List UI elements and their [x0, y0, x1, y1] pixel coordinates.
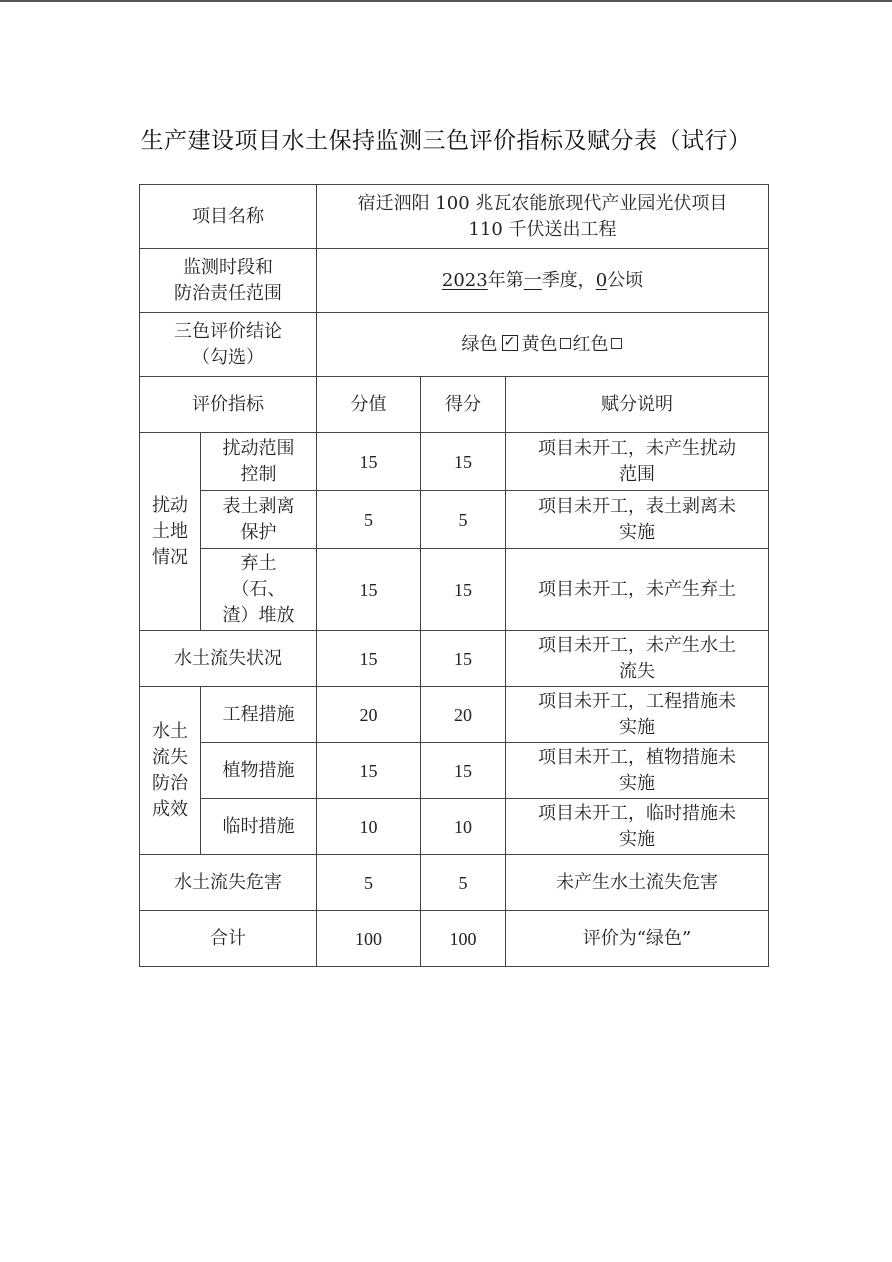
row-score: 5 — [421, 491, 506, 549]
table-row — [140, 549, 769, 631]
table-row — [140, 855, 769, 911]
row-note-line: 项目未开工，临时措施未 — [538, 802, 736, 824]
group1-label-line: 扰动 — [152, 494, 188, 516]
group2-label-line: 成效 — [152, 798, 188, 820]
row-note — [506, 743, 769, 799]
row-score: 15 — [421, 549, 506, 631]
group2-label — [140, 687, 201, 855]
row-note-line: 项目未开工，植物措施未 — [538, 746, 736, 768]
row-value: 15 — [317, 433, 421, 491]
row-score: 15 — [421, 433, 506, 491]
table-row — [140, 687, 769, 743]
period-area: 0 — [595, 269, 608, 291]
period-text3: 公顷 — [607, 269, 644, 291]
row-note-line: 项目未开工，未产生水土 — [538, 634, 736, 656]
conclusion-label-line1: 三色评价结论 — [174, 320, 282, 342]
page-title: 生产建设项目水土保持监测三色评价指标及赋分表（试行） — [140, 128, 752, 154]
total-value: 100 — [317, 911, 421, 967]
row-note — [506, 433, 769, 491]
header-score-value: 分值 — [317, 377, 421, 433]
header-indicator: 评价指标 — [140, 377, 317, 433]
conclusion-label — [140, 313, 317, 377]
row-conclusion — [140, 313, 769, 377]
project-name-label: 项目名称 — [140, 185, 317, 249]
row-score: 15 — [421, 743, 506, 799]
row-score: 20 — [421, 687, 506, 743]
conclusion-options — [317, 313, 769, 377]
row-name-line: 保护 — [240, 521, 277, 543]
row-value: 5 — [317, 855, 421, 911]
project-name-line2: 110 千伏送出工程 — [468, 218, 617, 240]
yellow-option-label: 黄色 — [521, 333, 558, 355]
conclusion-label-line2: （勾选） — [192, 346, 264, 368]
row-value: 15 — [317, 631, 421, 687]
row-note-line: 实施 — [619, 828, 655, 850]
row-value: 5 — [317, 491, 421, 549]
row-value: 15 — [317, 743, 421, 799]
row-score: 5 — [421, 855, 506, 911]
group2-label-line: 防治 — [152, 772, 188, 794]
row-note-line: 项目未开工，未产生弃土 — [538, 578, 736, 600]
table-row — [140, 743, 769, 799]
group2-label-line: 流失 — [152, 746, 188, 768]
period-value — [317, 249, 769, 313]
table-row — [140, 631, 769, 687]
row-note-line: 范围 — [619, 463, 655, 485]
row-score: 10 — [421, 799, 506, 855]
row-name-line: 弃土 — [240, 552, 277, 574]
row-value: 10 — [317, 799, 421, 855]
header-score-got: 得分 — [421, 377, 506, 433]
row-name: 临时措施 — [201, 799, 317, 855]
row-name: 水土流失危害 — [140, 855, 317, 911]
group1-label — [140, 433, 201, 631]
row-name: 植物措施 — [201, 743, 317, 799]
row-name — [201, 549, 317, 631]
row-name — [201, 433, 317, 491]
row-name-line: 控制 — [240, 463, 277, 485]
row-score: 15 — [421, 631, 506, 687]
period-year: 2023 — [441, 269, 488, 291]
yellow-checkbox-icon[interactable] — [560, 338, 571, 349]
green-option-label: 绿色 — [461, 333, 498, 355]
row-note — [506, 687, 769, 743]
row-name-line: 渣）堆放 — [222, 604, 295, 626]
group1-label-line: 土地 — [152, 520, 188, 542]
row-name-line: 扰动范围 — [222, 437, 295, 459]
row-project-name — [140, 185, 769, 249]
row-note-line: 实施 — [619, 521, 655, 543]
total-note: 评价为“绿色” — [506, 911, 769, 967]
red-option-label: 红色 — [572, 333, 609, 355]
row-note-line: 项目未开工，未产生扰动 — [538, 437, 736, 459]
evaluation-table — [139, 184, 769, 967]
header-note: 赋分说明 — [506, 377, 769, 433]
row-name-line: （石、 — [231, 578, 286, 600]
project-name-value — [317, 185, 769, 249]
row-note — [506, 491, 769, 549]
table-row — [140, 491, 769, 549]
row-note — [506, 799, 769, 855]
period-label-line2: 防治责任范围 — [174, 282, 282, 304]
row-note — [506, 549, 769, 631]
row-period — [140, 249, 769, 313]
group1-label-line: 情况 — [152, 546, 188, 568]
period-quarter: 一 — [523, 269, 542, 291]
row-headers — [140, 377, 769, 433]
period-text2: 季度， — [541, 269, 596, 291]
row-note: 未产生水土流失危害 — [506, 855, 769, 911]
row-note-line: 项目未开工，表土剥离未 — [538, 495, 736, 517]
total-label: 合计 — [140, 911, 317, 967]
row-name: 水土流失状况 — [140, 631, 317, 687]
project-name-line1: 宿迁泗阳 100 兆瓦农能旅现代产业园光伏项目 — [357, 192, 728, 214]
row-name: 工程措施 — [201, 687, 317, 743]
row-note-line: 项目未开工，工程措施未 — [538, 690, 736, 712]
row-note — [506, 631, 769, 687]
table-row — [140, 433, 769, 491]
row-note-line: 实施 — [619, 716, 655, 738]
row-value: 15 — [317, 549, 421, 631]
period-label-line1: 监测时段和 — [183, 256, 273, 278]
total-score: 100 — [421, 911, 506, 967]
group2-label-line: 水土 — [152, 720, 188, 742]
page-top-border — [0, 0, 892, 2]
period-text1: 年第 — [487, 269, 524, 291]
table-row — [140, 799, 769, 855]
period-label — [140, 249, 317, 313]
row-note-line: 实施 — [619, 772, 655, 794]
green-checked-checkbox-icon[interactable]: ✓ — [502, 335, 518, 351]
row-value: 20 — [317, 687, 421, 743]
red-checkbox-icon[interactable] — [611, 338, 622, 349]
row-name-line: 表土剥离 — [222, 495, 295, 517]
row-name — [201, 491, 317, 549]
total-row — [140, 911, 769, 967]
row-note-line: 流失 — [619, 660, 655, 682]
